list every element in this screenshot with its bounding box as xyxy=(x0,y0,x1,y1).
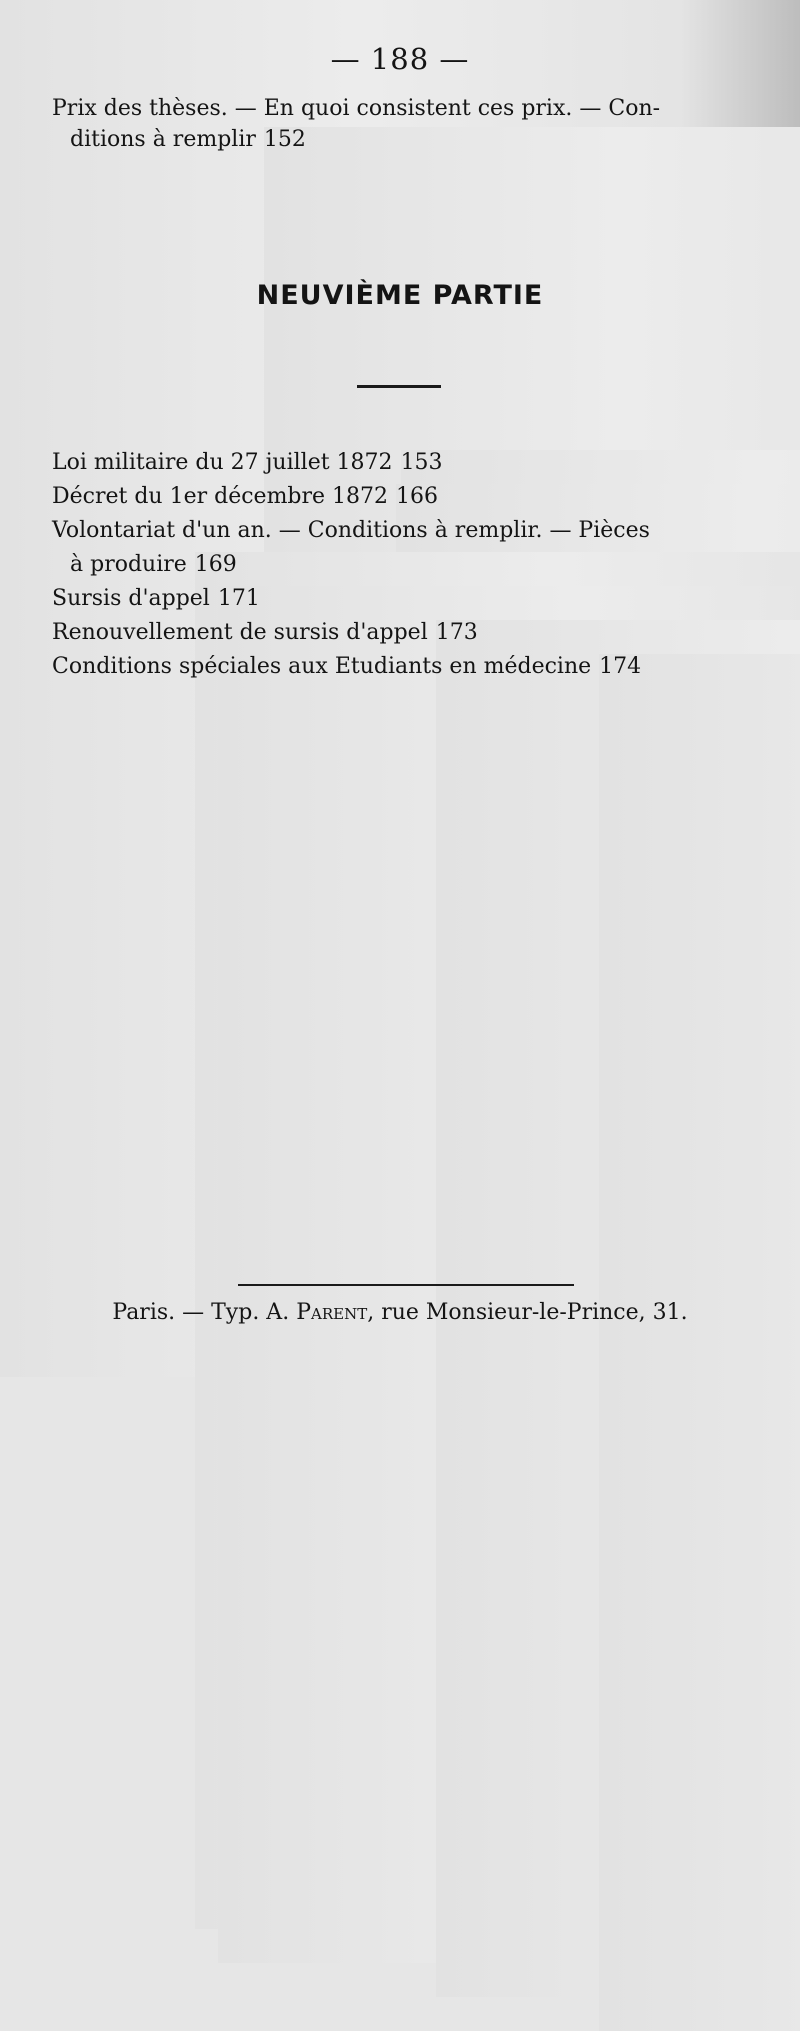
toc-page-number: 169 xyxy=(195,552,800,1929)
toc-entry xyxy=(52,654,764,2031)
toc-page-number: 152 xyxy=(264,127,800,1504)
toc-page-number: 153 xyxy=(401,450,800,1827)
printer-name: Parent xyxy=(296,1300,368,1325)
toc-entry-text-line: Prix des thèses. — En quoi consistent ces prix. — Con- xyxy=(52,96,661,121)
toc-entry-text: Décret du 1er décembre 1872 xyxy=(52,484,389,509)
toc-entry-text: Volontariat d'un an. — Conditions à remplir. — Pièces xyxy=(52,518,650,543)
printer-imprint xyxy=(0,1300,800,1325)
section-title: NEUVIÈME PARTIE xyxy=(256,280,544,311)
toc-page-number: 174 xyxy=(599,654,800,2031)
toc-entry xyxy=(52,518,764,543)
section-divider xyxy=(357,385,441,388)
footer-rule xyxy=(238,1284,574,1286)
toc-entry-text: Conditions spéciales aux Etudiants en médecine xyxy=(52,654,592,679)
toc-entry-text: à produire xyxy=(70,552,187,577)
imprint-suffix: , rue Monsieur-le-Prince, 31. xyxy=(367,1300,688,1325)
toc-page-number: 171 xyxy=(218,586,800,1963)
toc-entry-text: Sursis d'appel xyxy=(52,586,210,611)
toc-entry-text: Loi militaire du 27 juillet 1872 xyxy=(52,450,393,475)
toc-page-number: 166 xyxy=(396,484,800,1861)
toc-page-number: 173 xyxy=(436,620,800,1997)
toc-entry-text: Renouvellement de sursis d'appel xyxy=(52,620,428,645)
imprint-prefix: Paris. — Typ. A. xyxy=(112,1300,297,1325)
page-number: — 188 — xyxy=(330,42,470,76)
toc-entry-text-line: ditions à remplir xyxy=(70,127,256,152)
